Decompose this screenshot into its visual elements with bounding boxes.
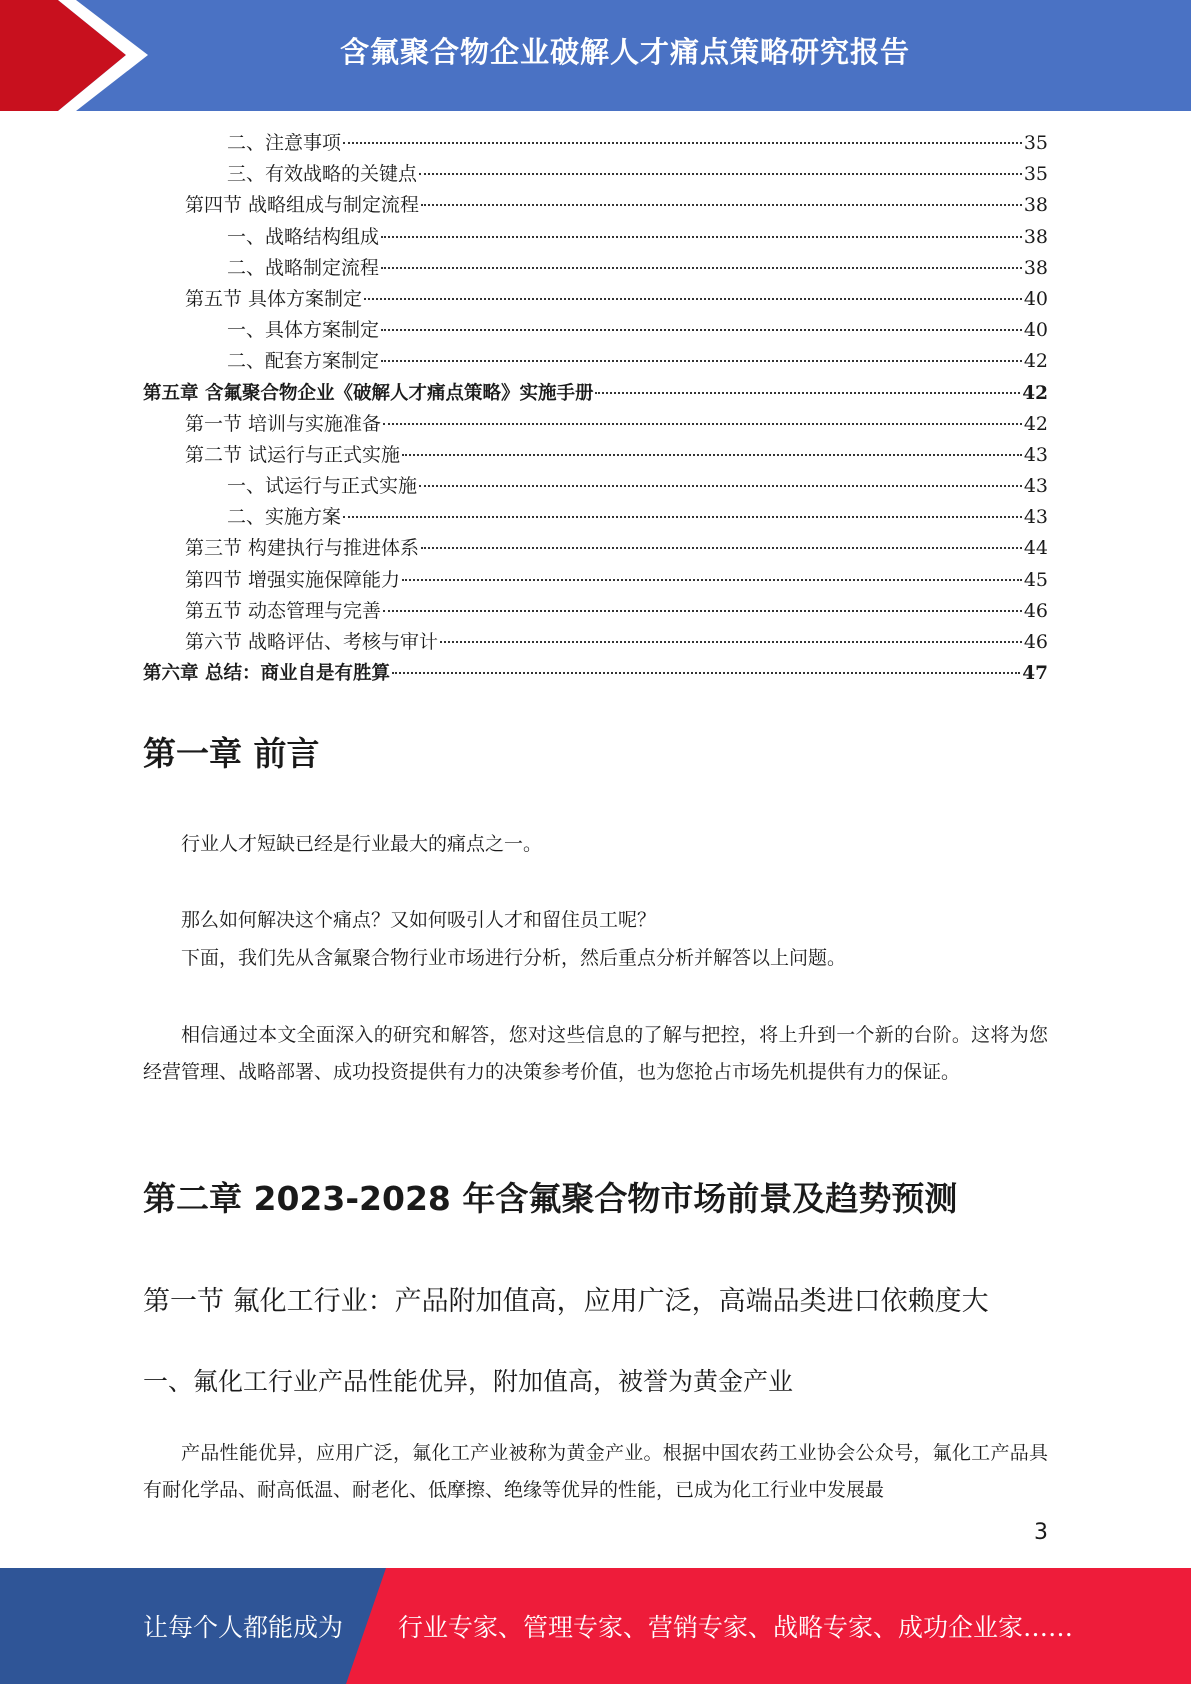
toc-entry-page: 38 (1023, 256, 1048, 279)
toc-entry[interactable] (143, 284, 1048, 315)
toc-entry-page: 38 (1023, 194, 1048, 217)
toc-entry[interactable] (143, 565, 1048, 596)
toc-entry-title: 第四节 战略组成与制定流程 (185, 194, 420, 217)
toc-dot-leader (402, 579, 1022, 581)
toc-dot-leader (419, 173, 1022, 175)
toc-entry-page: 35 (1023, 163, 1048, 186)
toc-entry-page: 40 (1023, 319, 1048, 342)
toc-entry-title: 第四节 增强实施保障能力 (185, 568, 401, 591)
toc-entry[interactable] (143, 409, 1048, 440)
toc-entry[interactable] (143, 658, 1048, 689)
page-footer (0, 1568, 1191, 1684)
toc-entry[interactable] (143, 533, 1048, 564)
toc-entry-page: 44 (1023, 537, 1048, 560)
toc-entry[interactable] (143, 596, 1048, 627)
toc-dot-leader (421, 547, 1022, 549)
chapter-1-paragraph-3: 下面，我们先从含氟聚合物行业市场进行分析，然后重点分析并解答以上问题。 (181, 947, 847, 969)
toc-entry-page: 40 (1023, 287, 1048, 310)
toc-entry-title: 第五章 含氟聚合物企业《破解人才痛点策略》实施手册 (143, 382, 594, 404)
toc-entry[interactable] (143, 315, 1048, 346)
toc-entry-page: 43 (1023, 475, 1048, 498)
toc-entry-page: 35 (1023, 132, 1048, 154)
toc-entry[interactable] (143, 159, 1048, 190)
toc-dot-leader (402, 454, 1022, 456)
toc-entry-title: 第三节 构建执行与推进体系 (185, 537, 420, 560)
table-of-contents (143, 128, 1048, 689)
toc-entry-page: 45 (1023, 568, 1048, 591)
chapter-2-paragraph-1: 产品性能优异，应用广泛，氟化工产业被称为黄金产业。根据中国农药工业协会公众号，氟化工产品具有耐化学品、耐高低温、耐老化、低摩擦、绝缘等优异的性能，已成为化工行业中发展最 (143, 1442, 1048, 1501)
toc-entry[interactable] (143, 502, 1048, 533)
section-1-title: 第一节 氟化工行业：产品附加值高，应用广泛，高端品类进口依赖度大 (143, 1286, 989, 1317)
toc-entry-title: 一、试运行与正式实施 (227, 475, 418, 498)
toc-dot-leader (381, 329, 1022, 331)
toc-entry-page: 42 (1023, 412, 1048, 435)
toc-entry-title: 三、有效战略的关键点 (227, 163, 418, 186)
toc-entry-title: 第五节 具体方案制定 (185, 287, 363, 310)
toc-entry-page: 43 (1023, 443, 1048, 466)
toc-entry-page: 42 (1023, 350, 1048, 373)
toc-dot-leader (343, 142, 1022, 144)
toc-entry-title: 二、注意事项 (227, 132, 342, 154)
toc-entry[interactable] (143, 471, 1048, 502)
header-title: 含氟聚合物企业破解人才痛点策略研究报告 (339, 34, 910, 69)
toc-dot-leader (383, 610, 1022, 612)
chapter-2-title: 第二章 2023-2028 年含氟聚合物市场前景及趋势预测 (143, 1179, 958, 1218)
toc-dot-leader (595, 392, 1020, 394)
toc-entry-page: 46 (1023, 631, 1048, 653)
toc-dot-leader (421, 204, 1022, 206)
toc-dot-leader (419, 485, 1022, 487)
toc-dot-leader (364, 298, 1022, 300)
toc-entry[interactable] (143, 627, 1048, 658)
toc-entry-title: 一、具体方案制定 (227, 319, 380, 342)
toc-dot-leader (383, 423, 1022, 425)
chapter-1-paragraph-4: 相信通过本文全面深入的研究和解答，您对这些信息的了解与把控，将上升到一个新的台阶。这将为您经营管理、战略部署、成功投资提供有力的决策参考价值，也为您抢占市场先机提供有力的保证。 (143, 1024, 1048, 1083)
chapter-1-title: 第一章 前言 (143, 734, 320, 773)
toc-entry[interactable] (143, 190, 1048, 221)
toc-dot-leader (392, 672, 1020, 674)
toc-entry-title: 一、战略结构组成 (227, 225, 380, 248)
toc-entry-title: 第六节 战略评估、考核与审计 (185, 631, 439, 653)
toc-entry-title: 第六章 总结：商业自是有胜算 (143, 663, 390, 685)
subsection-1-title: 一、氟化工行业产品性能优异，附加值高，被誉为黄金产业 (143, 1367, 794, 1396)
toc-dot-leader (440, 641, 1022, 643)
toc-entry-title: 第一节 培训与实施准备 (185, 412, 382, 435)
chapter-1-paragraph-1: 行业人才短缺已经是行业最大的痛点之一。 (181, 833, 543, 855)
footer-slogan-right: 行业专家、管理专家、营销专家、战略专家、成功企业家…… (398, 1613, 1074, 1642)
footer-slogan-left: 让每个人都能成为 (143, 1613, 344, 1642)
toc-entry[interactable] (143, 378, 1048, 409)
toc-entry[interactable] (143, 222, 1048, 253)
toc-entry-title: 二、战略制定流程 (227, 256, 380, 279)
toc-dot-leader (381, 236, 1022, 238)
toc-entry-title: 二、配套方案制定 (227, 350, 380, 373)
toc-entry-page: 43 (1023, 506, 1048, 529)
toc-dot-leader (381, 360, 1022, 362)
page-number: 3 (1034, 1520, 1048, 1545)
toc-entry[interactable] (143, 128, 1048, 159)
toc-entry-page: 42 (1022, 382, 1048, 404)
chapter-1-paragraph-2: 那么如何解决这个痛点？又如何吸引人才和留住员工呢？ (181, 909, 657, 931)
toc-dot-leader (381, 267, 1022, 269)
toc-entry[interactable] (143, 440, 1048, 471)
toc-entry-page: 47 (1022, 663, 1048, 685)
toc-entry-title: 二、实施方案 (227, 506, 342, 529)
toc-entry-page: 46 (1023, 599, 1048, 622)
toc-entry-title: 第五节 动态管理与完善 (185, 599, 382, 622)
page-header (0, 0, 1191, 111)
toc-entry[interactable] (143, 346, 1048, 377)
toc-entry[interactable] (143, 253, 1048, 284)
toc-entry-title: 第二节 试运行与正式实施 (185, 443, 401, 466)
toc-dot-leader (343, 516, 1022, 518)
toc-entry-page: 38 (1023, 225, 1048, 248)
